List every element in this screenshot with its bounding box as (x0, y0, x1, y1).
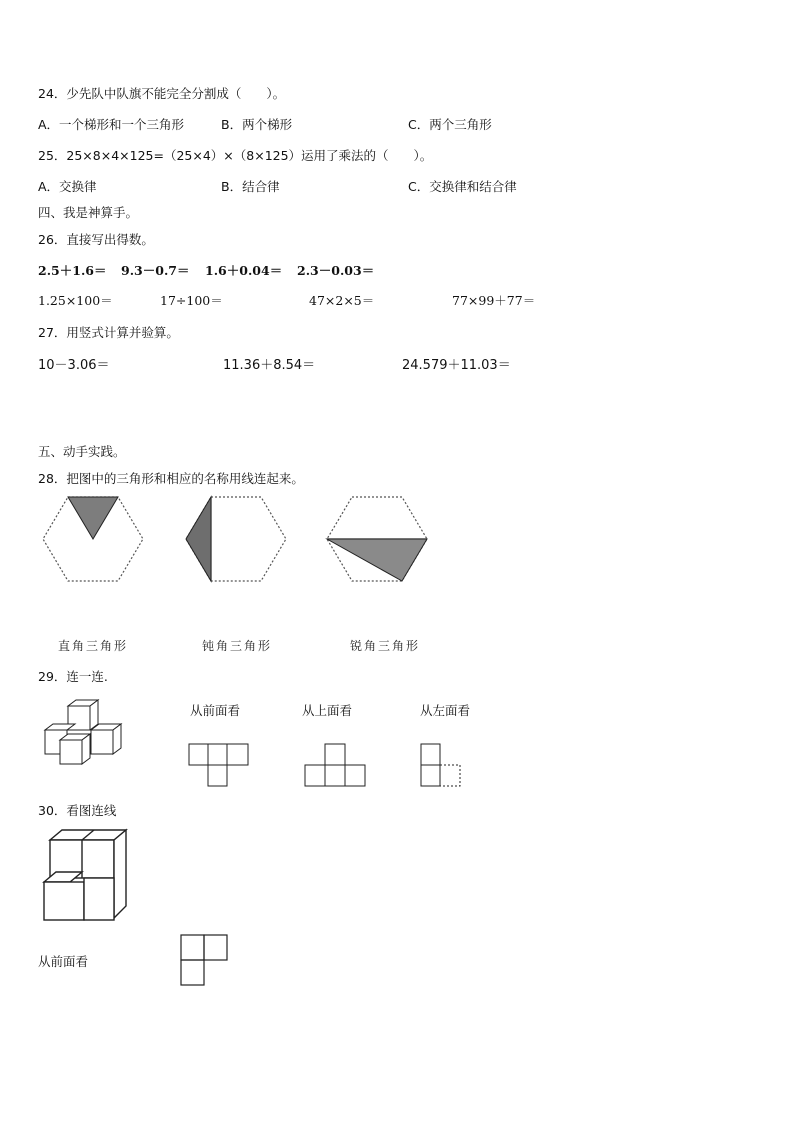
q24-option-b: B．两个梯形 (221, 117, 293, 132)
q28-stem: 28．把图中的三角形和相应的名称用线连起来。 (38, 471, 304, 486)
section-5-title: 五、动手实践。 (38, 444, 126, 459)
q24-stem: 24．少先队中队旗不能完全分割成（ ）。 (38, 86, 286, 101)
q26-r2-1: 1.25×100＝ (38, 293, 113, 308)
q27-item-3: 24.579＋11.03＝ (402, 358, 511, 373)
q25-option-b: B．结合律 (221, 179, 280, 194)
q26-stem: 26．直接写出得数。 (38, 232, 154, 247)
q25-stem: 25．25×8×4×125=（25×4）×（8×125）运用了乘法的（ ）。 (38, 148, 433, 163)
q26-r1-1: 2.5＋1.6＝ (38, 263, 107, 278)
q27-item-1: 10－3.06＝ (38, 358, 110, 373)
q28-label-right-triangle: 直角三角形 (58, 639, 129, 653)
q26-r1-3: 1.6＋0.04＝ (205, 263, 283, 278)
q29-stem: 29．连一连. (38, 669, 108, 684)
q28-label-acute-triangle: 锐角三角形 (350, 639, 421, 653)
q30-cube-stack (44, 830, 126, 920)
q30-stem: 30．看图连线 (38, 803, 117, 818)
q26-r1-4: 2.3－0.03＝ (297, 263, 375, 278)
q26-r2-3: 47×2×5＝ (309, 293, 375, 308)
q30-view-label: 从前面看 (38, 954, 89, 969)
q28-label-obtuse-triangle: 钝角三角形 (202, 639, 273, 653)
q26-r2-4: 77×99＋77＝ (452, 293, 536, 308)
q27-stem: 27．用竖式计算并验算。 (38, 325, 179, 340)
q29-view-top: 从上面看 (302, 703, 353, 718)
q24-option-a: A．一个梯形和一个三角形 (38, 117, 185, 132)
q27-item-2: 11.36＋8.54＝ (223, 358, 316, 373)
q25-option-a: A．交换律 (38, 179, 97, 194)
q24-option-c: C．两个三角形 (408, 117, 492, 132)
q26-r1-2: 9.3－0.7＝ (121, 263, 190, 278)
q29-view-front: 从前面看 (190, 703, 241, 718)
q30-front-view-shape (181, 935, 227, 985)
q25-option-c: C．交换律和结合律 (408, 179, 517, 194)
section-4-title: 四、我是神算手。 (38, 205, 139, 220)
q29-view-left: 从左面看 (420, 703, 471, 718)
q26-r2-2: 17÷100＝ (160, 293, 223, 308)
